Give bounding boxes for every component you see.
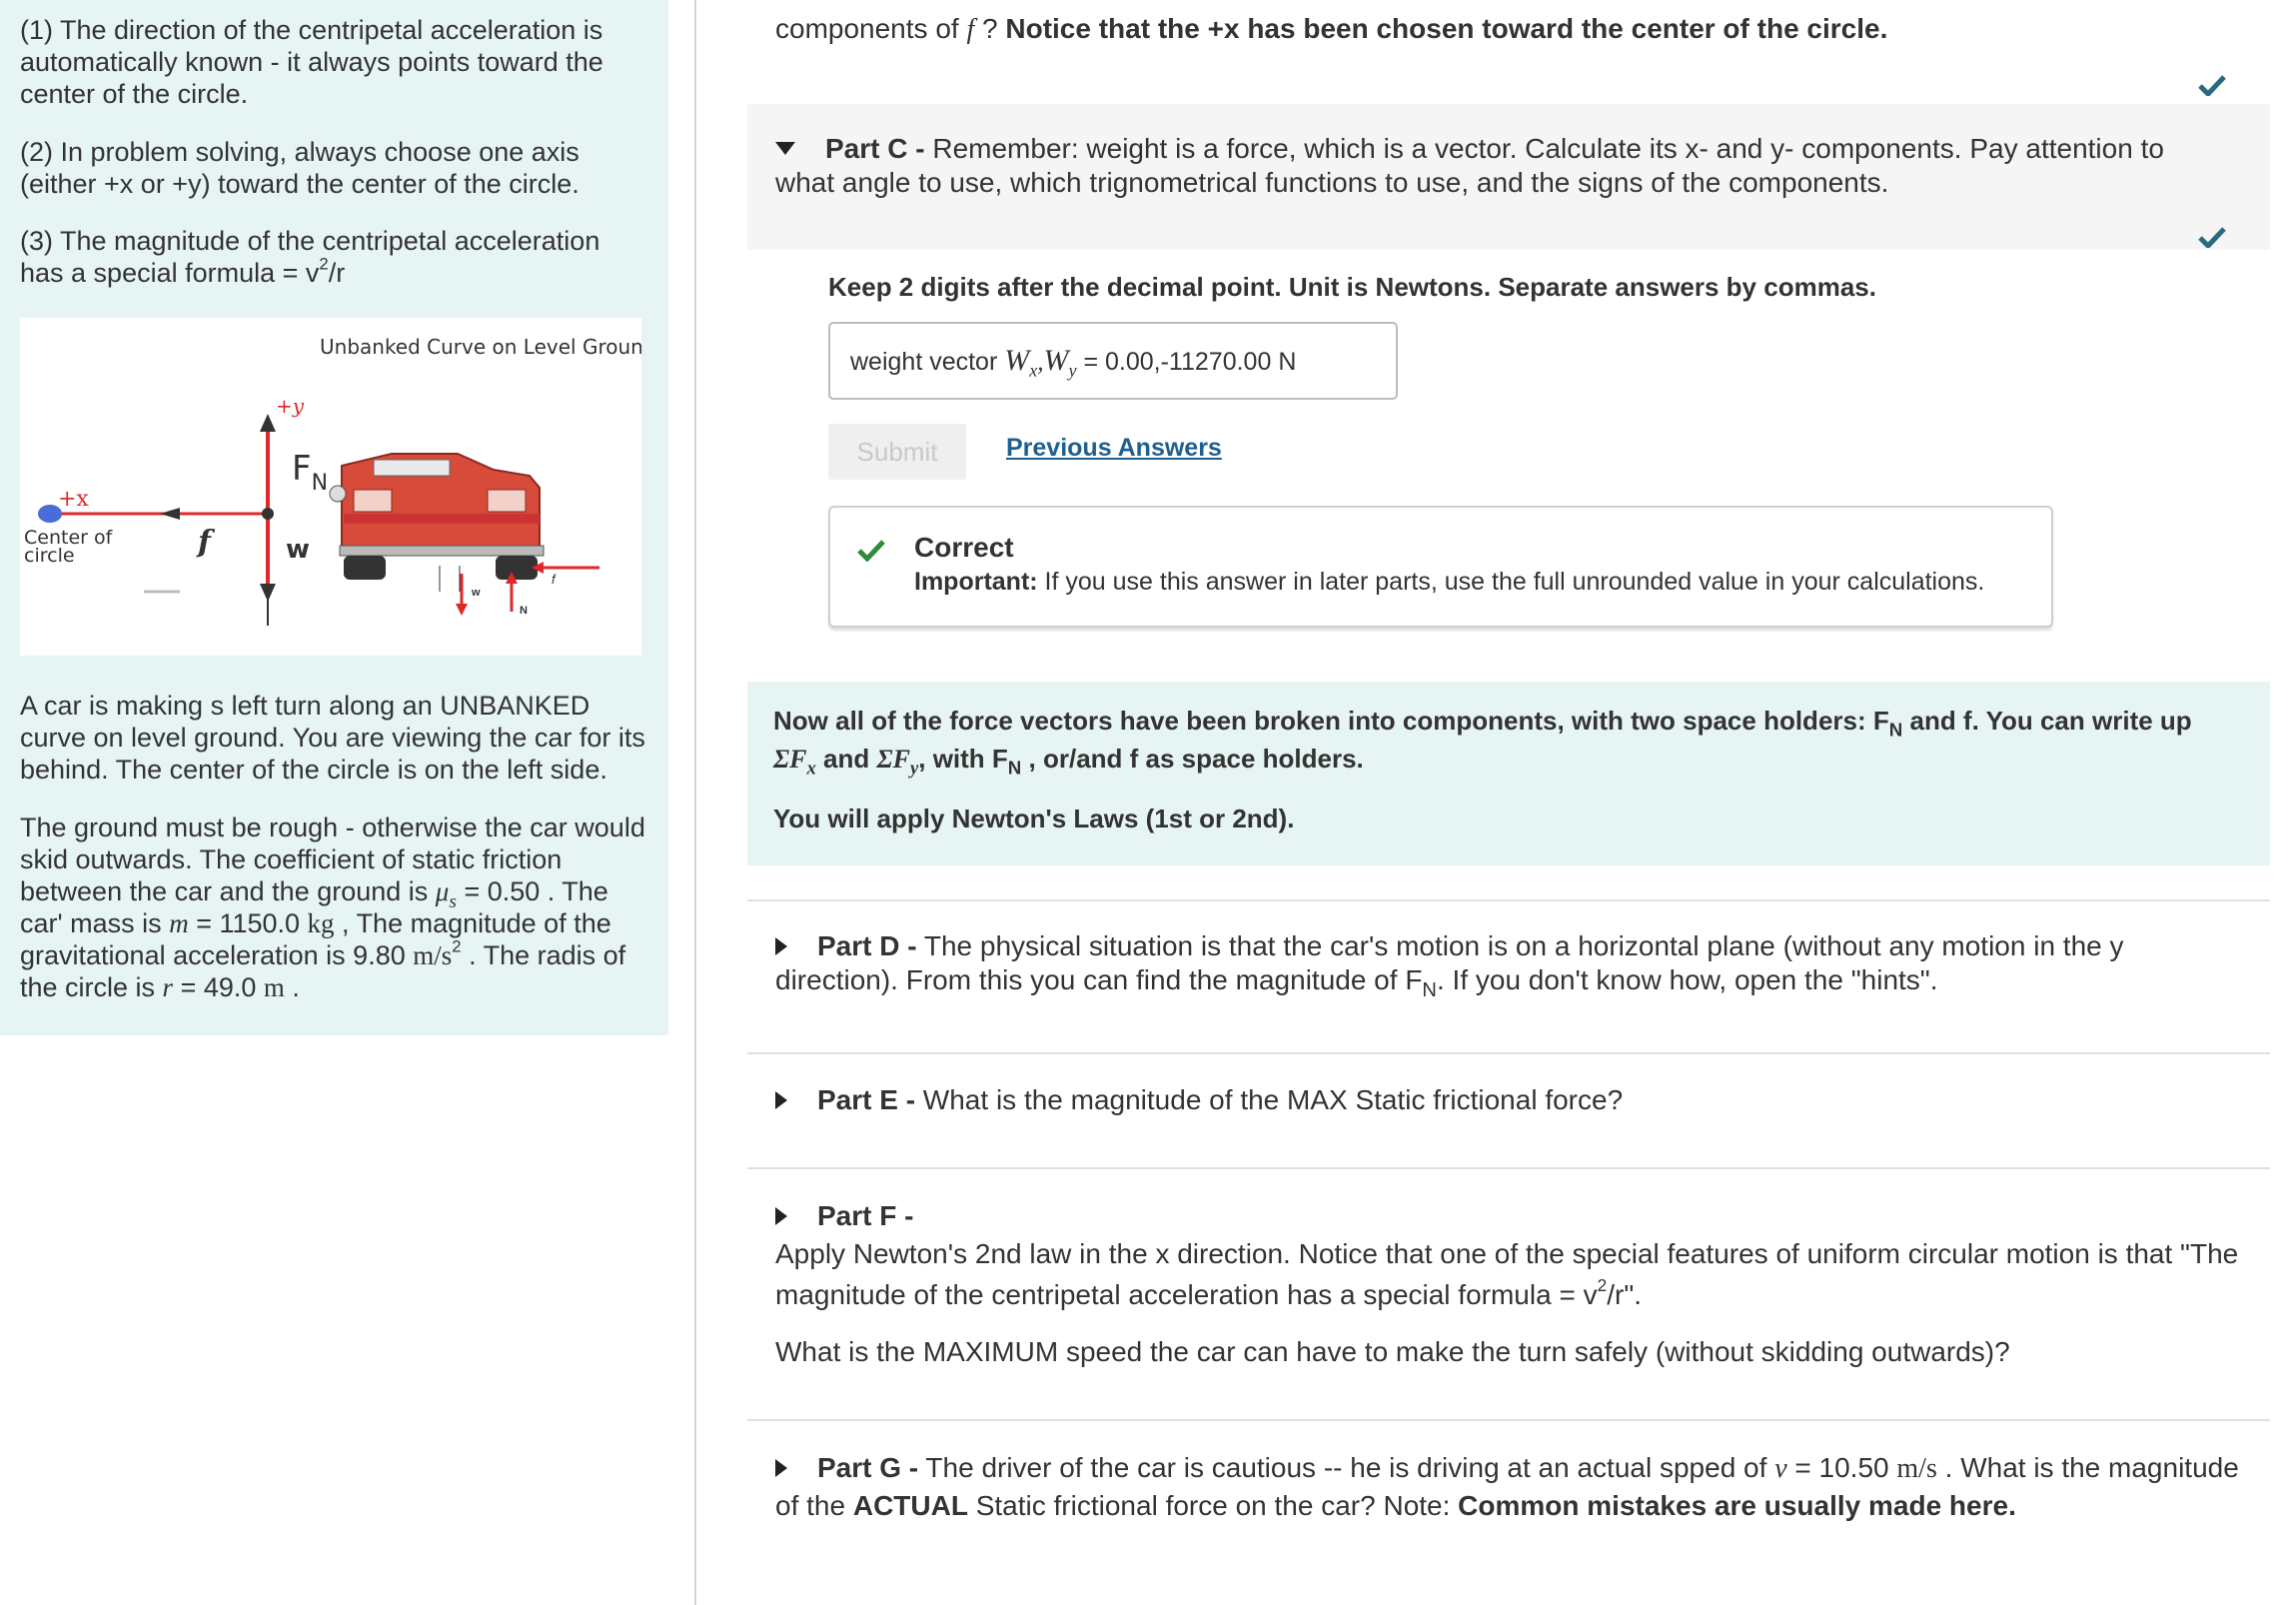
part-f-question: What is the MAXIMUM speed the car can have to make the turn safely (without skidding outwards)? — [775, 1336, 2010, 1367]
part-g-prompt[interactable]: Part G - The driver of the car is cautious -- he is driving at an actual spped of v = 10.50 m/s . What is the magnitude of the ACTUAL Static frictional force on the car? Note: Common mistakes are usually made here. — [775, 1452, 2239, 1521]
instruction-callout — [747, 682, 2270, 865]
plus-x-label: +x — [58, 487, 89, 512]
submit-button[interactable]: Submit — [828, 424, 966, 480]
plus-y-label: +y — [276, 394, 305, 418]
expand-triangle-icon[interactable] — [775, 1091, 787, 1109]
unbanked-curve-diagram — [20, 318, 641, 656]
weight-vector-answer-field[interactable]: weight vector $W_x,W_y = 0.00,-11270.00$ N — [828, 322, 1398, 400]
feedback-correct-box — [828, 506, 2053, 628]
figure-title: Unbanked Curve on Level Ground — [320, 335, 641, 359]
previous-answers-link[interactable]: Previous Answers — [1006, 434, 1222, 462]
part-f-text: Apply Newton's 2nd law in the x direction. Notice that one of the special features of uniform circular motion is that "The magnitude of the centripetal acceleration has a special formula = $v^2/r$". — [775, 1238, 2239, 1310]
given-values-text: The ground must be rough - otherwise the car would skid outwards. The coefficient of static friction between the car and the ground is $\mu_s = 0.50$ . The car' mass is m = 1150.0 kg , The magnitude of the gravitational acceleration is 9.80 $m/s^2$ . The radis of the circle is r = 49.0 m . — [20, 812, 645, 1002]
answer-label: weight vector — [850, 348, 1005, 376]
separator — [747, 899, 2270, 901]
part-d-prompt[interactable]: Part D - The physical situation is that the car's motion is on a horizontal plane (without any motion in the y direction). From this you can find the magnitude of $F_N$. If you don't know how, open the "hints". — [775, 930, 2124, 1002]
expand-triangle-icon[interactable] — [775, 1207, 787, 1225]
f-label: f — [198, 525, 211, 560]
separator — [747, 1167, 2270, 1169]
fn-label: $F_N$ — [292, 449, 329, 496]
separator — [747, 1052, 2270, 1054]
separator — [747, 1419, 2270, 1421]
part-b-question-tail: components of f ? Notice that the +x has been chosen toward the center of the circle. — [775, 13, 1888, 45]
collapse-triangle-icon[interactable] — [775, 142, 795, 155]
answer-value: 0.00,-11270.00 — [1105, 348, 1272, 376]
callout-text: Now all of the force vectors have been broken into components, with two space holders: $F_N$ and f. You can write up $\Sigma F_x$ and $\Sigma F_y$, with $F_N$ , or/and f as space holders. — [773, 706, 2192, 780]
center-label-1: Center of — [24, 527, 113, 549]
w-label: w — [286, 535, 311, 565]
scenario-text: A car is making s left turn along an UNBANKED curve on level ground. You are viewing the car for its behind. The center of the circle is on the left side. — [20, 691, 645, 785]
green-check-icon — [856, 538, 886, 562]
part-c-checkmark-icon — [2198, 226, 2226, 248]
problem-statement-panel — [0, 0, 668, 1035]
note-1: (1) The direction of the centripetal acceleration is automatically known - it always points toward the center of the circle. — [20, 15, 603, 109]
part-e-prompt[interactable]: Part E - What is the magnitude of the MAX Static frictional force? — [775, 1083, 1623, 1117]
note-2: (2) In problem solving, always choose one axis (either +x or +y) toward the center of the circle. — [20, 137, 579, 199]
column-divider — [694, 0, 696, 1605]
answer-unit: N — [1278, 348, 1297, 376]
small-n-label: N — [520, 605, 528, 617]
expand-triangle-icon[interactable] — [775, 1459, 787, 1477]
small-f-label: f — [552, 572, 556, 587]
note-3: (3) The magnitude of the centripetal acceleration has a special formula = $v^2/r$ — [20, 226, 600, 288]
expand-triangle-icon[interactable] — [775, 937, 787, 955]
callout-newton: You will apply Newton's Laws (1st or 2nd). — [773, 803, 1295, 833]
part-c-instruction: Keep 2 digits after the decimal point. Unit is Newtons. Separate answers by commas. — [828, 272, 1876, 302]
unbanked-curve-figure — [20, 318, 641, 656]
part-c-prompt: Part C - Remember: weight is a force, which is a vector. Calculate its x- and y- components. Pay attention to what angle to use, which trignometrical functions to use, and the signs of the components. — [775, 133, 2164, 198]
small-w-label: w — [472, 587, 481, 599]
car-illustration — [330, 454, 544, 580]
part-b-checkmark-icon — [2198, 74, 2226, 96]
correct-label: Correct — [914, 532, 1014, 563]
important-note: Important: If you use this answer in later parts, use the full unrounded value in your calculations. — [914, 568, 1985, 596]
center-label-2: circle — [24, 545, 75, 567]
part-f-header[interactable]: Part F - — [775, 1199, 913, 1233]
